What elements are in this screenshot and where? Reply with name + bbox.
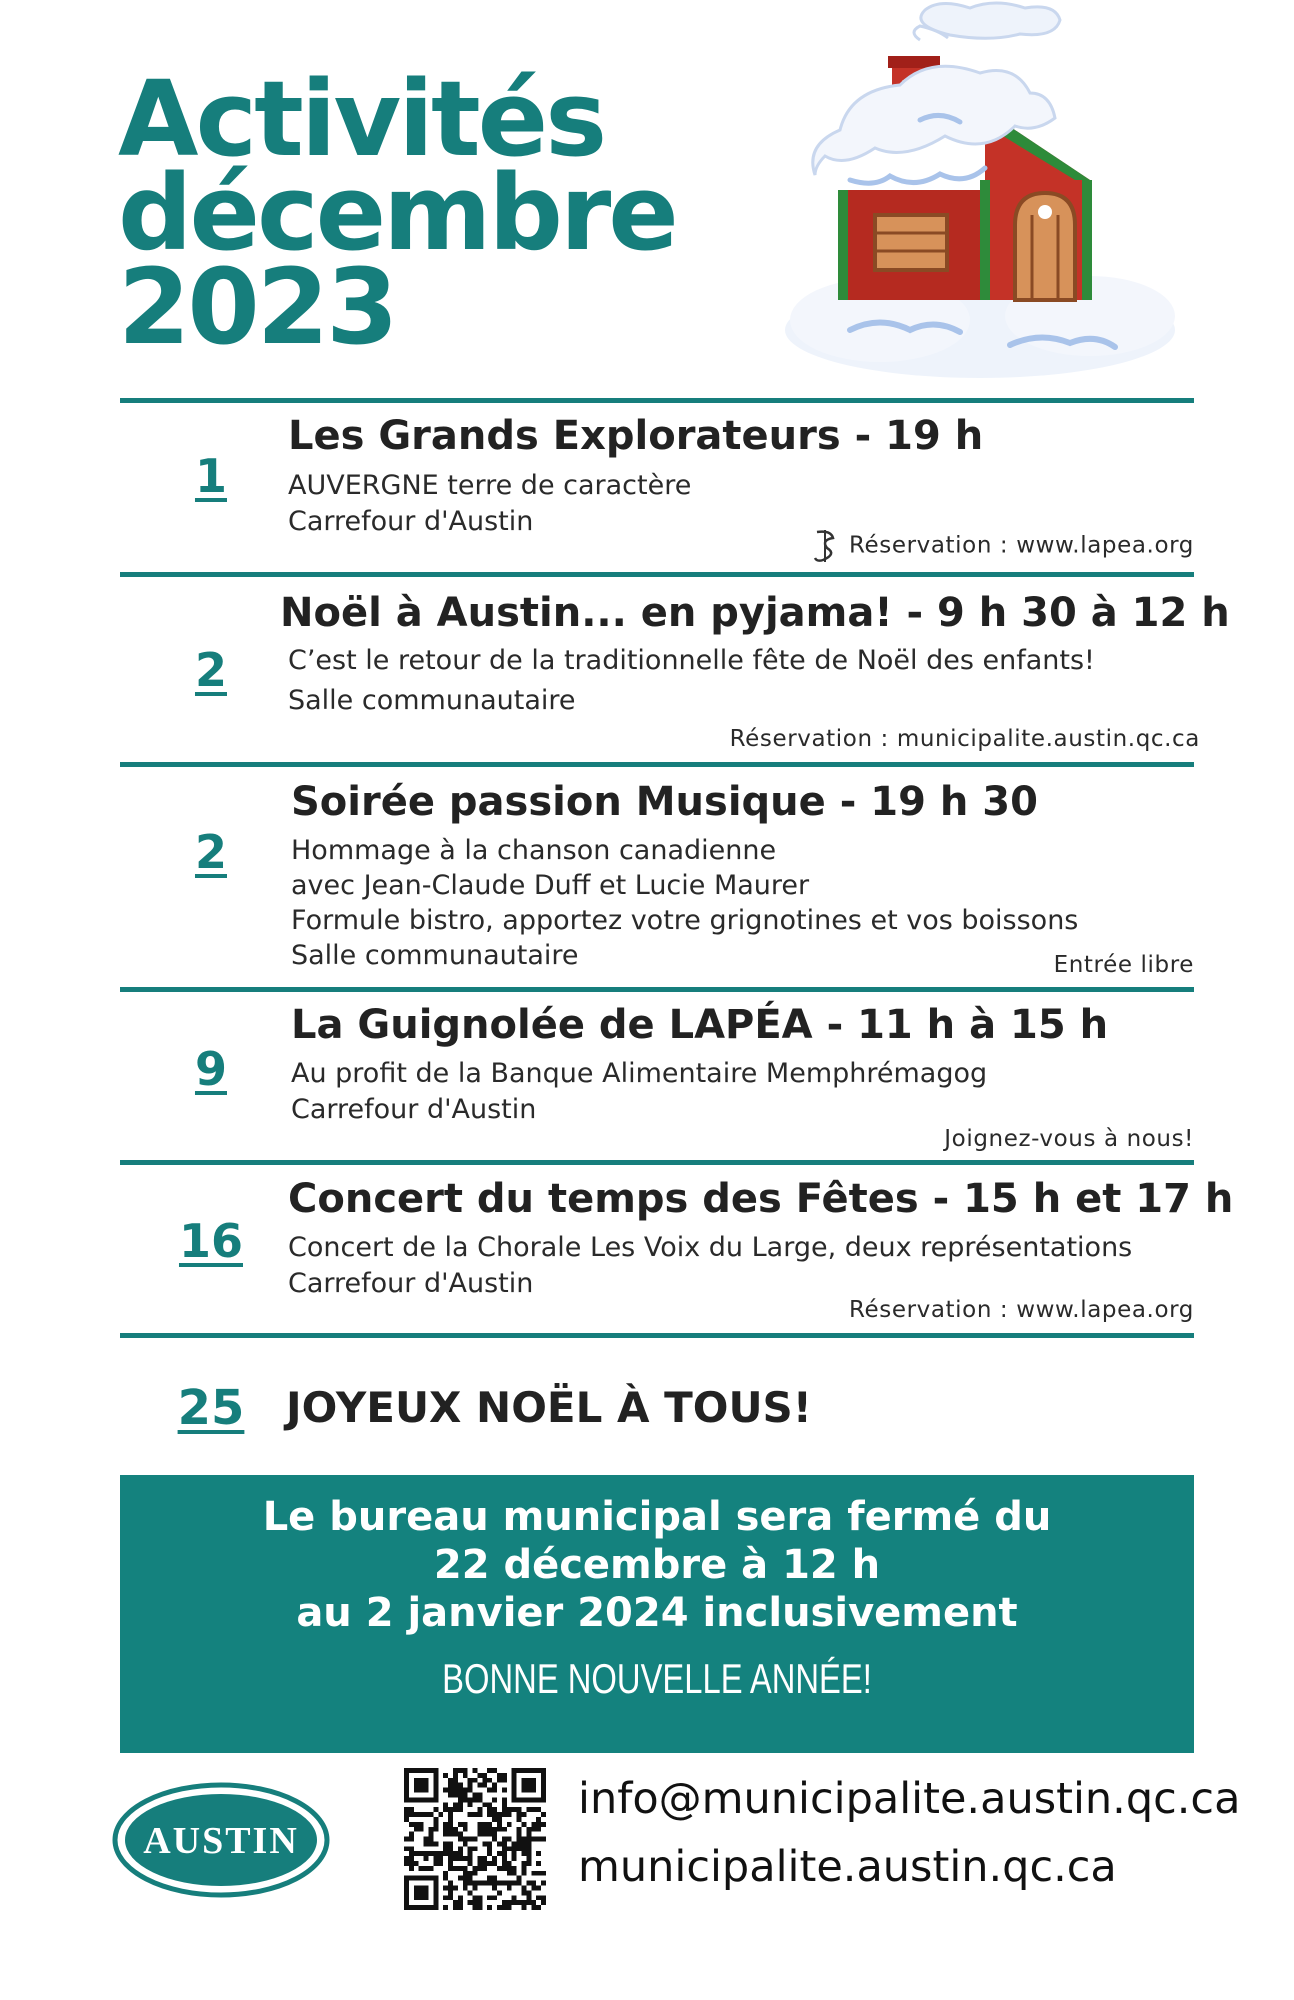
event-item xyxy=(120,403,1194,571)
event-detail-line: avec Jean-Claude Duff et Lucie Maurer xyxy=(291,870,810,901)
event-details xyxy=(288,1230,1132,1302)
event-detail-line: Carrefour d'Austin xyxy=(288,506,534,537)
event-note: Réservation : www.lapea.org xyxy=(848,1297,1194,1323)
event-detail-line: Concert de la Chorale Les Voix du Large, deux représentations xyxy=(288,1232,1133,1263)
event-item xyxy=(120,1165,1234,1332)
new-year-greeting: BONNE NOUVELLE ANNÉE! xyxy=(442,1655,872,1702)
closure-line: au 2 janvier 2024 inclusivement xyxy=(296,1590,1018,1636)
email-link[interactable]: info@municipalite.austin.qc.ca xyxy=(578,1774,1241,1824)
closure-line: Le bureau municipal sera fermé du xyxy=(262,1494,1052,1540)
event-detail-line: Salle communautaire xyxy=(288,685,576,716)
snowy-house-illustration xyxy=(770,0,1190,400)
qr-code[interactable] xyxy=(404,1768,546,1910)
event-detail-line: Salle communautaire xyxy=(291,940,579,971)
austin-logo xyxy=(110,1780,332,1900)
divider xyxy=(120,1333,1194,1338)
logo-text: AUSTIN xyxy=(143,1820,299,1862)
event-title: Noël à Austin... en pyjama! - 9 h 30 à 12 h xyxy=(280,590,1230,636)
event-details xyxy=(288,641,1095,721)
event-note-text: Réservation : www.lapea.org xyxy=(848,532,1194,559)
event-note: Réservation : municipalite.austin.qc.ca xyxy=(729,726,1200,752)
event-title: Concert du temps des Fêtes - 15 h et 17 h xyxy=(288,1176,1234,1222)
title-line-1: Activités xyxy=(118,58,605,180)
event-title: La Guignolée de LAPÉA - 11 h à 15 h xyxy=(291,1002,1109,1048)
event-detail-line: Carrefour d'Austin xyxy=(291,1094,537,1125)
event-title: Les Grands Explorateurs - 19 h xyxy=(288,413,984,459)
christmas-greeting: JOYEUX NOËL À TOUS! xyxy=(286,1383,812,1432)
event-day: 9 xyxy=(194,1042,227,1096)
christmas-day: 25 xyxy=(177,1380,245,1436)
event-item xyxy=(120,577,1230,761)
event-details xyxy=(288,468,691,540)
ticket-icon xyxy=(811,528,841,564)
event-item xyxy=(120,767,1194,985)
event-detail-line: C’est le retour de la traditionnelle fête de Noël des enfants! xyxy=(288,645,1095,676)
event-detail-line: AUVERGNE terre de caractère xyxy=(288,470,692,501)
event-item xyxy=(120,992,1194,1159)
event-title: Soirée passion Musique - 19 h 30 xyxy=(291,779,1038,825)
event-day: 1 xyxy=(194,449,227,503)
event-day: 2 xyxy=(194,643,227,697)
office-closure-banner xyxy=(120,1475,1194,1753)
page-title xyxy=(118,58,676,368)
title-line-2: décembre xyxy=(118,152,676,274)
event-note: Entrée libre xyxy=(1053,952,1194,978)
event-note xyxy=(811,528,1194,564)
event-note: Joignez-vous à nous! xyxy=(944,1126,1194,1152)
website-link[interactable]: municipalite.austin.qc.ca xyxy=(578,1842,1117,1892)
event-detail-line: Carrefour d'Austin xyxy=(288,1268,534,1299)
event-day: 16 xyxy=(178,1214,243,1268)
title-line-3: 2023 xyxy=(118,246,396,368)
event-detail-line: Hommage à la chanson canadienne xyxy=(291,835,777,866)
event-day: 2 xyxy=(194,825,227,879)
event-detail-line: Au profit de la Banque Alimentaire Memphrémagog xyxy=(291,1058,988,1089)
closure-notice xyxy=(120,1493,1194,1637)
event-details xyxy=(291,833,1078,973)
event-details xyxy=(291,1056,987,1128)
event-detail-line: Formule bistro, apportez votre grignotines et vos boissons xyxy=(291,905,1079,936)
closure-line: 22 décembre à 12 h xyxy=(433,1542,881,1588)
